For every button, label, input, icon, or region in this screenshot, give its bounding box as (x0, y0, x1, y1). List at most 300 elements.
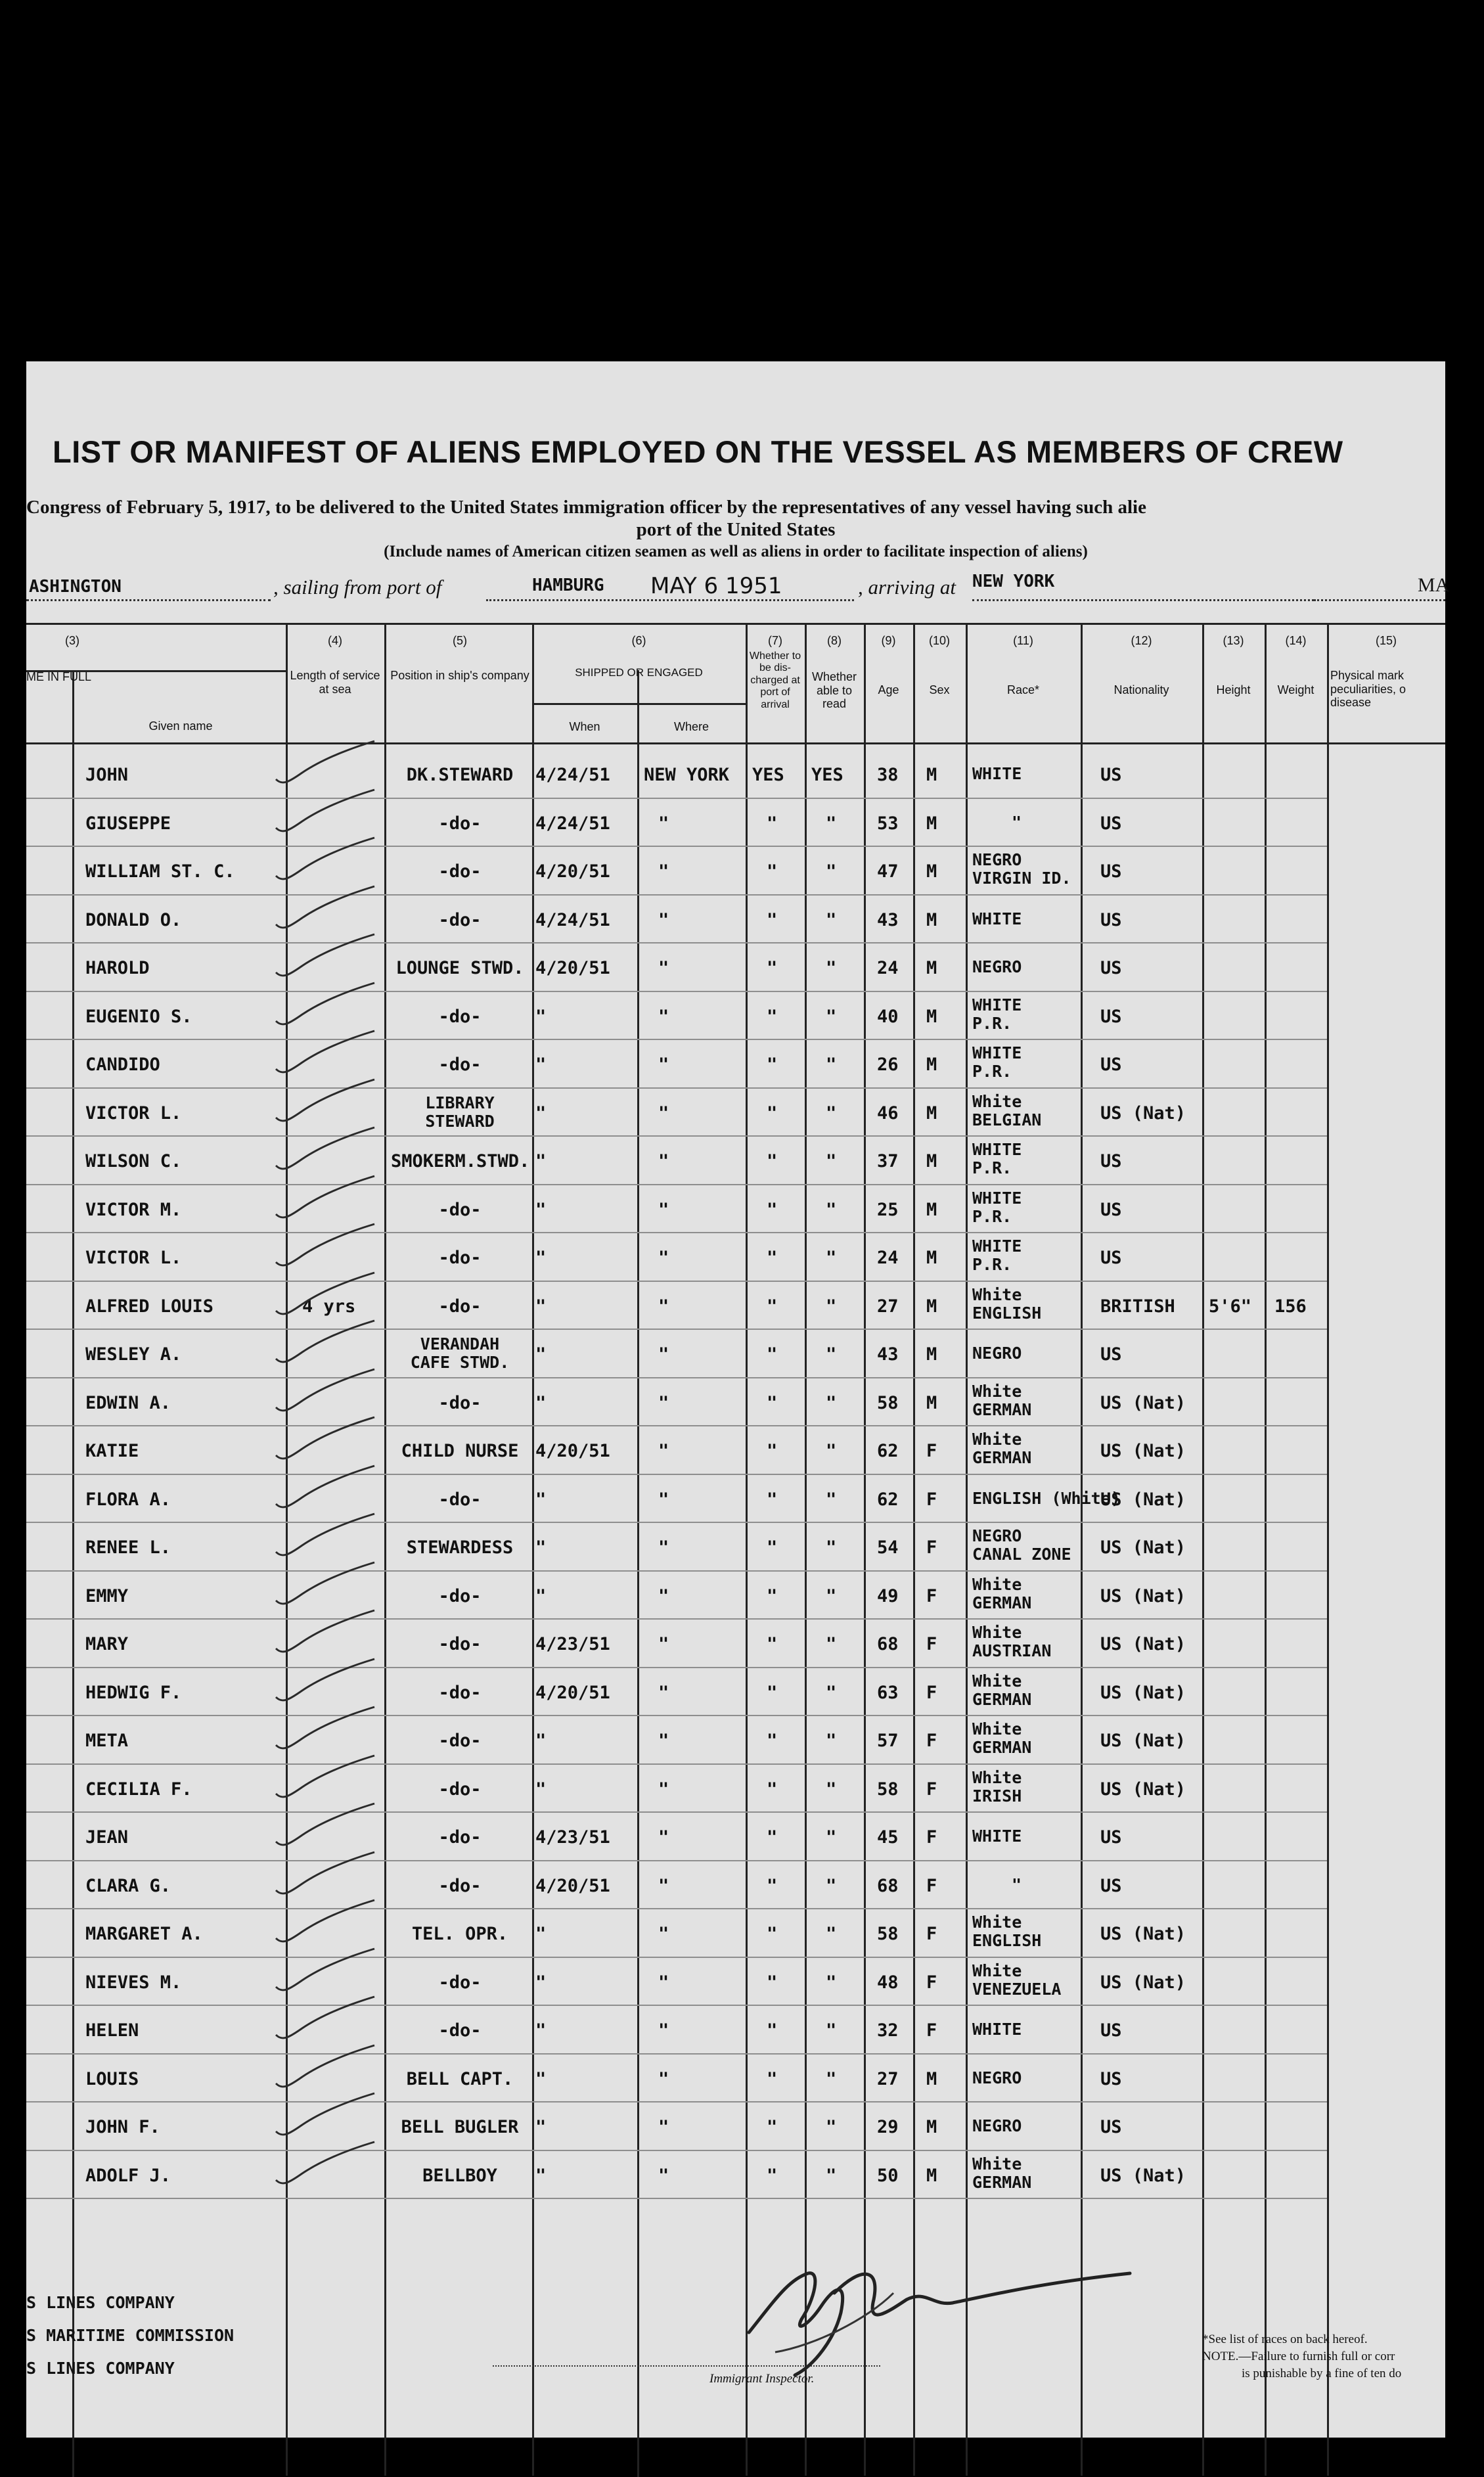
able-to-read: " (826, 1731, 837, 1751)
shipped-where: " (658, 2068, 669, 2089)
row-divider (26, 1474, 1327, 1475)
sex: M (926, 2165, 937, 2186)
sex: F (926, 1441, 937, 1461)
race-origin: BELGIAN (972, 1110, 1042, 1129)
weight: 156 (1274, 1296, 1307, 1317)
row-divider (26, 2198, 1327, 2199)
position: BELL CAPT. (406, 2068, 514, 2089)
age: 58 (877, 1779, 899, 1800)
nationality: US (1100, 958, 1122, 978)
row-divider (26, 1860, 1327, 1861)
footnote-races: *See list of races on back hereof. (1202, 2332, 1368, 2346)
age: 58 (877, 1392, 899, 1413)
col13-header: Height (1216, 683, 1251, 696)
check-mark-icon (263, 1125, 381, 1177)
shipped-where: " (658, 1006, 669, 1027)
given-name: MARY (85, 1634, 129, 1654)
col7-number: (7) (768, 634, 782, 647)
nationality: US (1100, 765, 1122, 785)
given-name: FLORA A. (85, 1489, 171, 1510)
race: White (972, 2154, 1022, 2173)
race: WHITE (972, 1237, 1022, 1256)
position: -do- (438, 1392, 482, 1413)
race: WHITE (972, 764, 1022, 783)
nationality: US (1100, 1344, 1122, 1365)
discharged: " (767, 1055, 778, 1075)
position: BELL BUGLER (401, 2117, 519, 2137)
check-mark-icon (263, 1077, 381, 1129)
able-to-read: " (826, 1827, 837, 1848)
position: -do- (438, 1055, 482, 1075)
position: TEL. OPR. (411, 1924, 508, 1944)
able-to-read: " (826, 1006, 837, 1027)
position: -do- (438, 1585, 482, 1606)
col5-number: (5) (453, 634, 467, 647)
row-divider (26, 1570, 1327, 1572)
position: -do- (438, 1248, 482, 1268)
shipped-when: " (535, 1972, 547, 1993)
row-divider (26, 1908, 1327, 1909)
race-origin: GERMAN (972, 1448, 1032, 1467)
row-divider (26, 1811, 1327, 1813)
race-origin: P.R. (972, 1013, 1012, 1033)
discharged: " (767, 1827, 778, 1848)
able-to-read: " (826, 1151, 837, 1171)
sex: F (926, 2020, 937, 2041)
col3-number: (3) (65, 634, 79, 647)
nationality: US (Nat) (1100, 1682, 1186, 1703)
subtitle-note: (Include names of American citizen seamen as well as aliens in order to facilitate inspection of aliens) (384, 543, 1088, 560)
shipped-when: " (535, 1537, 547, 1558)
nationality: US (Nat) (1100, 1924, 1186, 1944)
given-name: MARGARET A. (85, 1924, 203, 1944)
age: 48 (877, 1972, 899, 1993)
discharged: " (767, 1151, 778, 1171)
position: DK.STEWARD (406, 765, 514, 785)
shipped-where: " (658, 861, 669, 882)
given-name: GIUSEPPE (85, 813, 171, 834)
given-name: EMMY (85, 1585, 129, 1606)
shipped-when: " (535, 2117, 547, 2137)
race: WHITE (972, 995, 1022, 1014)
shipped-when: 4/20/51 (535, 958, 610, 978)
row-divider (26, 2101, 1327, 2102)
shipped-where: " (658, 2165, 669, 2186)
shipped-when: " (535, 1924, 547, 1944)
nationality: US (1100, 2068, 1122, 2089)
given-name: CECILIA F. (85, 1779, 192, 1800)
manifest-sheet (26, 361, 1450, 2438)
race-origin: P.R. (972, 1255, 1012, 1274)
able-to-read: " (826, 1441, 837, 1461)
col3-given-name-header: Given name (148, 719, 213, 733)
sex: F (926, 1875, 937, 1896)
shipped-when: 4/20/51 (535, 1875, 610, 1896)
race-origin: ENGLISH (972, 1931, 1042, 1950)
position: -do- (438, 1489, 482, 1510)
shipped-where: " (658, 1634, 669, 1654)
col8-number: (8) (827, 634, 842, 647)
service-length: 4 yrs (302, 1296, 356, 1317)
check-mark-icon (263, 1173, 381, 1226)
shipped-when: " (535, 1055, 547, 1075)
sex: M (926, 1296, 937, 1317)
able-to-read: " (826, 2165, 837, 2186)
nationality: US (1100, 1055, 1122, 1075)
able-to-read: " (826, 1634, 837, 1654)
able-to-read: " (826, 2117, 837, 2137)
sex: M (926, 2068, 937, 2089)
discharged: " (767, 1682, 778, 1703)
row-divider (26, 894, 1327, 896)
check-mark-icon (263, 1946, 381, 1999)
row-divider (26, 1715, 1327, 1716)
footnote-fine: is punishable by a fine of ten do (1242, 2367, 1402, 2380)
shipped-where: " (658, 1972, 669, 1993)
shipped-when: " (535, 2165, 547, 2186)
shipped-when: " (535, 1151, 547, 1171)
position: -do- (438, 1634, 482, 1654)
given-name: JOHN F. (85, 2117, 160, 2137)
given-name: NIEVES M. (85, 1972, 182, 1993)
shipped-when: " (535, 1489, 547, 1510)
able-to-read: " (826, 861, 837, 882)
race: NEGRO (972, 850, 1022, 869)
subtitle-port: port of the United States (636, 519, 836, 540)
given-name: JOHN (85, 765, 129, 785)
row-divider (26, 1377, 1327, 1378)
age: 54 (877, 1537, 899, 1558)
voyage-date-fragment: MA (1418, 574, 1450, 596)
race: NEGRO (972, 1526, 1022, 1545)
race: White (972, 1430, 1022, 1449)
footnote-note: NOTE.—Failure to furnish full or corr (1202, 2350, 1395, 2363)
shipped-where: " (658, 1296, 669, 1317)
able-to-read: " (826, 1682, 837, 1703)
position: LIBRARY (425, 1093, 495, 1112)
col12-number: (12) (1131, 634, 1152, 647)
position: -do- (438, 1875, 482, 1896)
discharged: " (767, 861, 778, 882)
sex: M (926, 1006, 937, 1027)
age: 68 (877, 1634, 899, 1654)
row-divider (26, 1329, 1327, 1330)
col3-header: ME IN FULL (26, 670, 92, 683)
age: 47 (877, 861, 899, 882)
row-divider (26, 1184, 1327, 1185)
sex: M (926, 1151, 937, 1171)
able-to-read: " (826, 1296, 837, 1317)
sex: F (926, 1731, 937, 1751)
sex: F (926, 1972, 937, 1993)
nationality: US (1100, 813, 1122, 834)
sex: M (926, 813, 937, 834)
discharged: " (767, 1296, 778, 1317)
sex: M (926, 861, 937, 882)
col11-header: Race* (1006, 683, 1040, 696)
shipped-when: " (535, 1779, 547, 1800)
able-to-read: YES (811, 765, 843, 785)
position: CHILD NURSE (401, 1441, 519, 1461)
age: 37 (877, 1151, 899, 1171)
discharged: " (767, 1344, 778, 1365)
page-title: LIST OR MANIFEST OF ALIENS EMPLOYED ON THE VESSEL AS MEMBERS OF CREW (53, 434, 1343, 469)
check-mark-icon (263, 1221, 381, 1274)
given-name: HEDWIG F. (85, 1682, 182, 1703)
race: White (972, 1623, 1022, 1642)
given-name: CANDIDO (85, 1055, 160, 1075)
sex: M (926, 2117, 937, 2137)
discharged: " (767, 1392, 778, 1413)
able-to-read: " (826, 1055, 837, 1075)
nationality: US (Nat) (1100, 1972, 1186, 1993)
given-name: EUGENIO S. (85, 1006, 192, 1027)
given-name: KATIE (85, 1441, 139, 1461)
check-mark-icon (263, 884, 381, 936)
race-origin: GERMAN (972, 1738, 1032, 1757)
col5-header: Position in ship's company (390, 669, 529, 682)
sex: F (926, 1779, 937, 1800)
given-name: LOUIS (85, 2068, 139, 2089)
subtitle-act: Congress of February 5, 1917, to be delivered to the United States immigration officer by the representatives of any vessel having such alie (26, 497, 1146, 518)
row-divider (26, 1232, 1327, 1233)
shipped-where: NEW YORK (644, 765, 730, 785)
discharged: " (767, 1731, 778, 1751)
race: " (1012, 1875, 1022, 1894)
age: 24 (877, 958, 899, 978)
discharged: " (767, 1972, 778, 1993)
discharged: " (767, 958, 778, 978)
able-to-read: " (826, 1972, 837, 1993)
col14-number: (14) (1285, 634, 1307, 647)
col4-header: Length of service at sea (290, 669, 380, 696)
race-origin: GERMAN (972, 2172, 1032, 2192)
col9-number: (9) (881, 634, 896, 647)
discharged: " (767, 1489, 778, 1510)
shipped-when: 4/24/51 (535, 765, 610, 785)
sex: M (926, 958, 937, 978)
race: ENGLISH (White) (972, 1488, 1121, 1508)
sex: M (926, 1392, 937, 1413)
col12-header: Nationality (1113, 683, 1169, 696)
given-name: WESLEY A. (85, 1344, 182, 1365)
position-line-2: STEWARD (425, 1111, 495, 1131)
row-divider (26, 1281, 1327, 1282)
check-mark-icon (263, 1415, 381, 1467)
sex: F (926, 1537, 937, 1558)
height: 5'6" (1209, 1296, 1252, 1317)
check-mark-icon (263, 787, 381, 840)
race: NEGRO (972, 2068, 1022, 2087)
shipped-when: " (535, 1392, 547, 1413)
shipped-where: " (658, 1924, 669, 1944)
row-divider (26, 798, 1327, 799)
position: VERANDAH (420, 1334, 500, 1353)
col8-header: Whether able to read (811, 670, 857, 711)
discharged: " (767, 909, 778, 930)
shipped-when: " (535, 1731, 547, 1751)
nationality: US (1100, 909, 1122, 930)
row-divider (26, 1667, 1327, 1668)
position: -do- (438, 2020, 482, 2041)
race: NEGRO (972, 957, 1022, 976)
shipped-where: " (658, 1441, 669, 1461)
sailing-port: HAMBURG (532, 576, 604, 595)
nationality: US (Nat) (1100, 2165, 1186, 2186)
shipped-when: " (535, 1102, 547, 1124)
shipped-where: " (658, 1199, 669, 1220)
col6-where-header: Where (673, 720, 709, 733)
position: -do- (438, 1006, 482, 1027)
footer-line-3: S LINES COMPANY (26, 2359, 175, 2378)
arriving-label: , arriving at (858, 576, 956, 599)
shipped-where: " (658, 1102, 669, 1124)
race-origin: VIRGIN ID. (972, 869, 1071, 888)
age: 29 (877, 2117, 899, 2137)
able-to-read: " (826, 1102, 837, 1124)
nationality: US (1100, 1248, 1122, 1268)
col14-header: Weight (1277, 683, 1315, 696)
race: WHITE (972, 2020, 1022, 2039)
race: WHITE (972, 1043, 1022, 1062)
shipped-where: " (658, 909, 669, 930)
check-mark-icon (263, 1560, 381, 1612)
discharged: " (767, 1441, 778, 1461)
age: 32 (877, 2020, 899, 2041)
nationality: US (Nat) (1100, 1537, 1186, 1558)
row-divider (26, 1522, 1327, 1523)
shipped-when: " (535, 1199, 547, 1220)
sex: F (926, 1489, 937, 1510)
discharged: " (767, 813, 778, 834)
nationality: US (1100, 2117, 1122, 2137)
inspector-label: Immigrant Inspector. (709, 2372, 815, 2386)
check-mark-icon (263, 1994, 381, 2047)
inspector-signature (736, 2254, 1143, 2378)
age: 26 (877, 1055, 899, 1075)
row-divider (26, 1425, 1327, 1426)
age: 27 (877, 2068, 899, 2089)
given-name: CLARA G. (85, 1875, 171, 1896)
race: White (972, 1091, 1022, 1111)
able-to-read: " (826, 2020, 837, 2041)
shipped-where: " (658, 958, 669, 978)
check-mark-icon (263, 1753, 381, 1806)
shipped-when: 4/20/51 (535, 1441, 610, 1461)
position: -do- (438, 1972, 482, 1993)
discharged: " (767, 2020, 778, 2041)
given-name: RENEE L. (85, 1537, 171, 1558)
discharged: YES (752, 765, 784, 785)
able-to-read: " (826, 958, 837, 978)
discharged: " (767, 1634, 778, 1654)
able-to-read: " (826, 813, 837, 834)
check-mark-icon (263, 1850, 381, 1902)
nationality: US (Nat) (1100, 1731, 1186, 1751)
age: 68 (877, 1875, 899, 1896)
given-name: META (85, 1731, 129, 1751)
able-to-read: " (826, 1489, 837, 1510)
race: White (972, 1671, 1022, 1691)
race: WHITE (972, 1827, 1022, 1846)
sex: F (926, 1924, 937, 1944)
age: 57 (877, 1731, 899, 1751)
given-name: VICTOR L. (85, 1248, 182, 1268)
vessel-name: ASHINGTON (29, 577, 122, 597)
age: 25 (877, 1199, 899, 1220)
race-origin: GERMAN (972, 1593, 1032, 1612)
check-mark-icon (263, 1028, 381, 1081)
able-to-read: " (826, 1875, 837, 1896)
race-origin: P.R. (972, 1206, 1012, 1226)
race: NEGRO (972, 1344, 1022, 1363)
row-divider (26, 1039, 1327, 1040)
sex: F (926, 1682, 937, 1703)
shipped-where: " (658, 813, 669, 834)
check-mark-icon (263, 1656, 381, 1709)
col7-header: Whether to be dis-charged at port of arrival (749, 650, 801, 710)
check-mark-icon (263, 1704, 381, 1757)
sex: F (926, 1827, 937, 1848)
row-divider (26, 2150, 1327, 2151)
race: " (1012, 812, 1022, 832)
footer-line-2: S MARITIME COMMISSION (26, 2326, 235, 2345)
position: -do- (438, 1779, 482, 1800)
shipped-where: " (658, 1585, 669, 1606)
col10-number: (10) (928, 634, 950, 647)
shipped-when: 4/20/51 (535, 861, 610, 882)
given-name: WILLIAM ST. C. (85, 861, 235, 882)
shipped-when: " (535, 1248, 547, 1268)
nationality: US (1100, 1199, 1122, 1220)
age: 63 (877, 1682, 899, 1703)
position: -do- (438, 1827, 482, 1848)
col6-when-header: When (569, 720, 600, 733)
nationality: US (1100, 1827, 1122, 1848)
col6-header: SHIPPED OR ENGAGED (575, 666, 703, 679)
age: 50 (877, 2165, 899, 2186)
age: 46 (877, 1102, 899, 1124)
position: SMOKERM.STWD. (391, 1151, 530, 1171)
shipped-when: 4/24/51 (535, 813, 610, 834)
discharged: " (767, 1006, 778, 1027)
sex: F (926, 1634, 937, 1654)
col13-number: (13) (1223, 634, 1244, 647)
discharged: " (767, 1779, 778, 1800)
sex: M (926, 1199, 937, 1220)
voyage-line (26, 572, 1450, 601)
given-name: EDWIN A. (85, 1392, 171, 1413)
nationality: US (1100, 1875, 1122, 1896)
discharged: " (767, 1537, 778, 1558)
able-to-read: " (826, 1779, 837, 1800)
sex: F (926, 1585, 937, 1606)
able-to-read: " (826, 2068, 837, 2089)
row-divider (26, 2053, 1327, 2055)
shipped-where: " (658, 2117, 669, 2137)
shipped-when: 4/24/51 (535, 909, 610, 930)
check-mark-icon (263, 2139, 381, 2192)
able-to-read: " (826, 1248, 837, 1268)
nationality: US (Nat) (1100, 1634, 1186, 1654)
race-origin: ENGLISH (972, 1303, 1042, 1323)
age: 58 (877, 1924, 899, 1944)
race-origin: GERMAN (972, 1399, 1032, 1419)
age: 24 (877, 1248, 899, 1268)
check-mark-icon (263, 1270, 381, 1323)
col9-header: Age (878, 683, 899, 696)
race: NEGRO (972, 2116, 1022, 2135)
